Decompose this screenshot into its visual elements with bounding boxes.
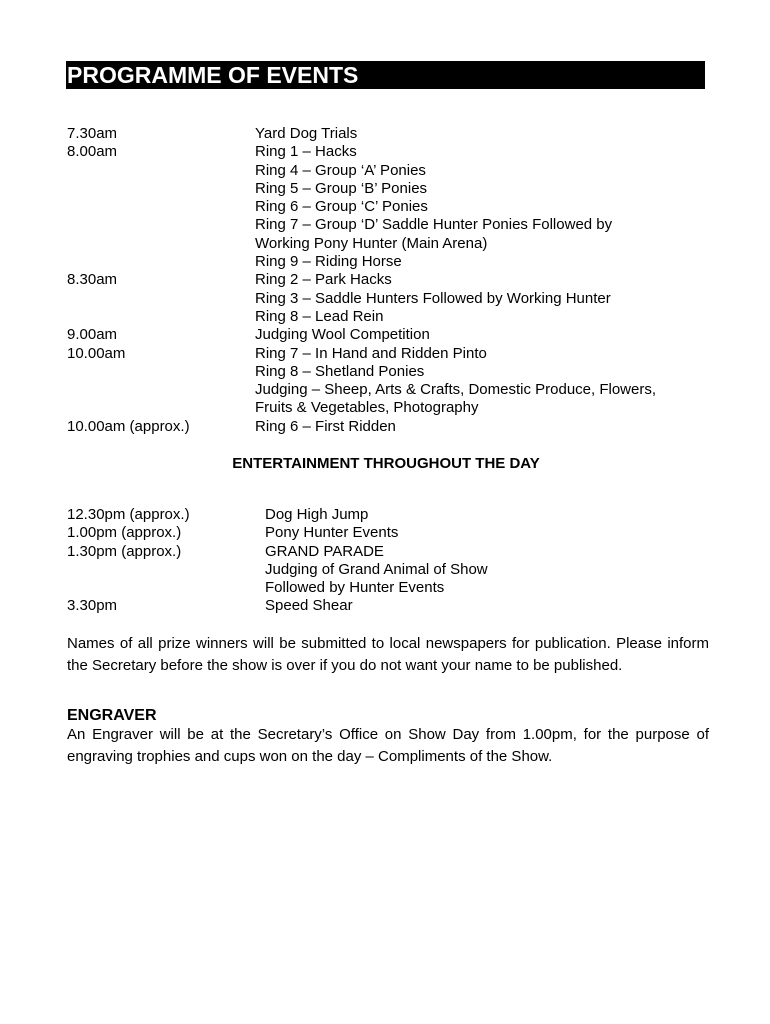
schedule-event: Working Pony Hunter (Main Arena) bbox=[255, 234, 488, 252]
schedule-time: 1.30pm (approx.) bbox=[67, 542, 182, 560]
page-title: PROGRAMME OF EVENTS bbox=[66, 61, 705, 89]
schedule-time: 10.00am bbox=[67, 344, 126, 362]
schedule-time: 10.00am (approx.) bbox=[67, 417, 190, 435]
schedule-event: Dog High Jump bbox=[265, 506, 369, 523]
schedule-event: Ring 8 – Shetland Ponies bbox=[255, 362, 425, 380]
schedule-event: Ring 9 – Riding Horse bbox=[255, 253, 402, 271]
schedule-event: Ring 3 – Saddle Hunters Followed by Working Hunter bbox=[255, 289, 611, 307]
schedule-time: 9.00am bbox=[67, 326, 118, 344]
schedule-time: 12.30pm (approx.) bbox=[67, 506, 190, 523]
schedule-event: Ring 1 – Hacks bbox=[255, 143, 357, 161]
schedule-event: GRAND PARADE bbox=[265, 542, 384, 560]
schedule-time: 8.00am bbox=[67, 143, 118, 161]
schedule-event: Ring 7 – In Hand and Ridden Pinto bbox=[255, 344, 487, 362]
entertainment-heading: ENTERTAINMENT THROUGHOUT THE DAY bbox=[232, 455, 540, 472]
schedule-time: 1.00pm (approx.) bbox=[67, 524, 182, 542]
schedule-event: Judging of Grand Animal of Show bbox=[265, 560, 488, 578]
prize-winners-notice: Names of all prize winners will be submitted to local newspapers for publication. Please inform the Secretary before the show is over if you do not want your name to be published. bbox=[67, 635, 709, 674]
schedule-event: Ring 4 – Group ‘A’ Ponies bbox=[255, 161, 426, 179]
schedule-time: 7.30am bbox=[67, 125, 118, 142]
schedule-event: Ring 5 – Group ‘B’ Ponies bbox=[255, 179, 428, 197]
schedule-event: Ring 2 – Park Hacks bbox=[255, 271, 392, 289]
schedule-event: Pony Hunter Events bbox=[265, 524, 399, 542]
schedule-event: Ring 8 – Lead Rein bbox=[255, 307, 384, 325]
schedule-event: Ring 6 – Group ‘C’ Ponies bbox=[255, 198, 428, 216]
schedule-event: Judging Wool Competition bbox=[255, 326, 430, 344]
schedule-event: Ring 7 – Group ‘D’ Saddle Hunter Ponies Followed by bbox=[255, 216, 613, 234]
schedule-time: 8.30am bbox=[67, 271, 118, 289]
engraver-heading: ENGRAVER bbox=[67, 707, 157, 724]
schedule-event: Judging – Sheep, Arts & Crafts, Domestic Produce, Flowers, bbox=[255, 381, 657, 399]
schedule-event: Followed by Hunter Events bbox=[265, 579, 445, 597]
schedule-event: Ring 6 – First Ridden bbox=[255, 417, 396, 435]
schedule-time: 3.30pm bbox=[67, 597, 118, 615]
schedule-event: Fruits & Vegetables, Photography bbox=[255, 399, 479, 417]
schedule-event: Yard Dog Trials bbox=[255, 125, 358, 142]
engraver-text: An Engraver will be at the Secretary’s Office on Show Day from 1.00pm, for the purpose of engraving trophies and cups won on the day – Compliments of the Show. bbox=[67, 726, 709, 765]
schedule-event: Speed Shear bbox=[265, 597, 353, 615]
